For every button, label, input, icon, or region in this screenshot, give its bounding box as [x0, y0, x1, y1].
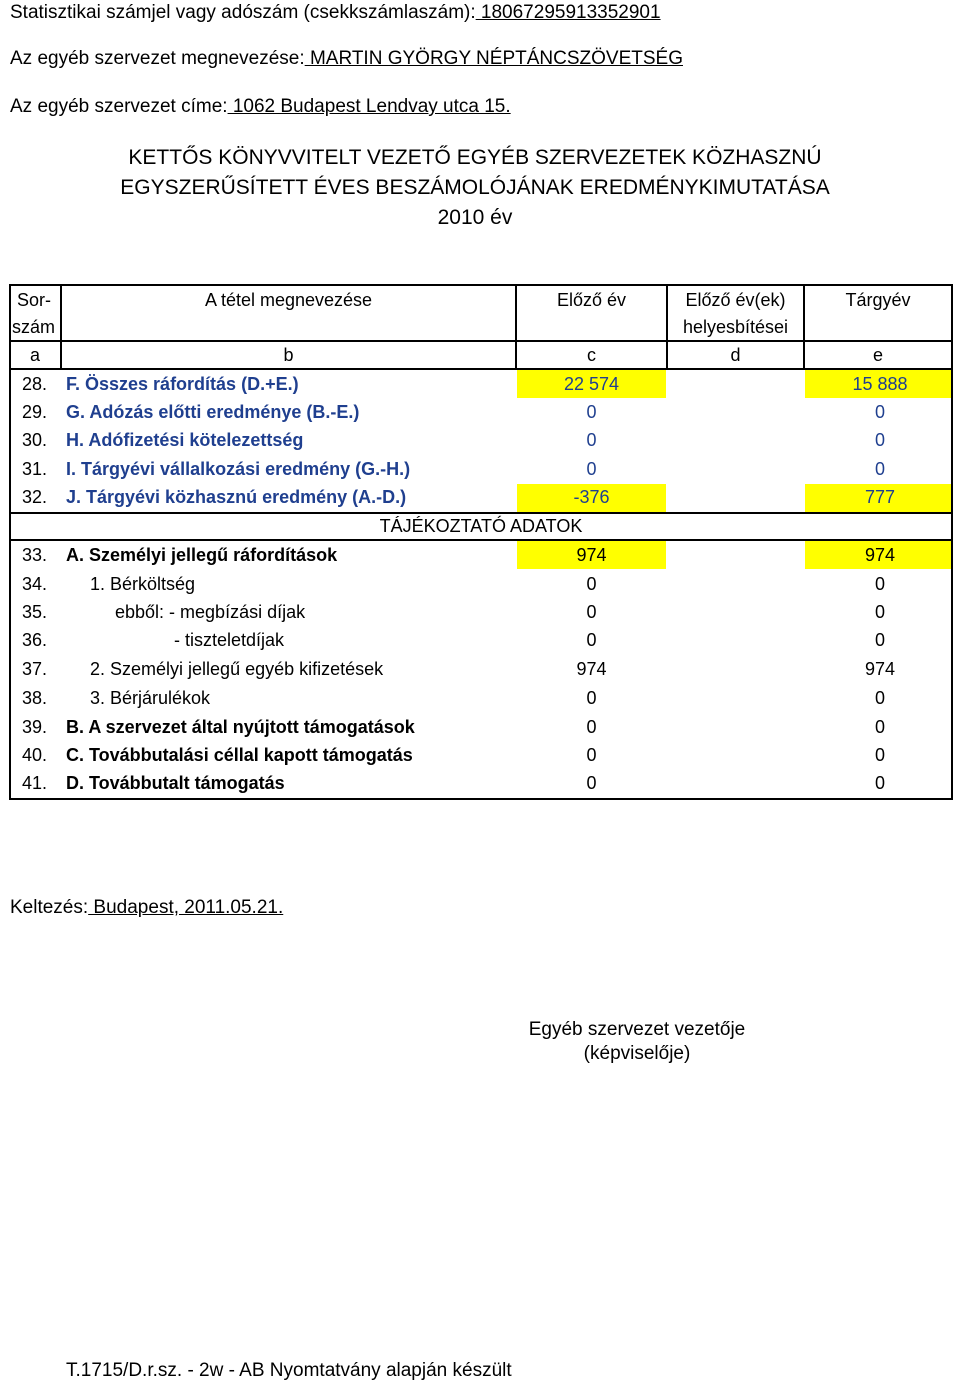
date-label: Keltezés: [10, 897, 89, 918]
row-curr-value: 0 [874, 574, 885, 594]
org-address-line [10, 96, 511, 118]
col-letter-e: e [872, 345, 883, 365]
row-number: 39. [22, 717, 48, 737]
row-prev-value: 0 [586, 459, 597, 479]
row-label: I. Tárgyévi vállalkozási eredmény (G.-H.) [66, 459, 411, 479]
row-label: C. Továbbutalási céllal kapott támogatás [66, 745, 413, 765]
org-address-value: 1062 Budapest Lendvay utca 15. [227, 96, 511, 117]
letters-divider [9, 368, 953, 370]
stat-number-value: 18067295913352901 [475, 2, 661, 23]
col-header-elozo-ek: Előző év(ek) [685, 290, 786, 310]
row-label: G. Adózás előtti eredménye (B.-E.) [66, 402, 360, 422]
row-label: 2. Személyi jellegű egyéb kifizetések [90, 659, 384, 679]
form-note: T.1715/D.r.sz. - 2w - AB Nyomtatvány alapján készült [66, 1360, 512, 1381]
row-label: B. A szervezet által nyújtott támogatások [66, 717, 415, 737]
row-prev-value: 0 [586, 773, 597, 793]
row-label: 1. Bérköltség [90, 574, 196, 594]
row-curr-value: 0 [874, 630, 885, 650]
row-curr-value: 0 [874, 459, 885, 479]
row-prev-value: 0 [586, 602, 597, 622]
row-curr-value: 15 888 [852, 374, 908, 394]
row-number: 28. [22, 374, 48, 394]
row-prev-value: 974 [576, 545, 607, 565]
row-number: 31. [22, 459, 48, 479]
report-title-line2: EGYSZERŰSÍTETT ÉVES BESZÁMOLÓJÁNAK EREDMÉNYKIMUTATÁSA [120, 176, 830, 199]
row-number: 38. [22, 688, 48, 708]
row-prev-value: 0 [586, 574, 597, 594]
org-name-label: Az egyéb szervezet megnevezése: [10, 48, 305, 69]
row-curr-value: 974 [864, 545, 896, 565]
col-header-helyesbitesei: helyesbítései [682, 317, 789, 337]
col-header-tetel: A tétel megnevezése [204, 290, 373, 310]
row-label: 3. Bérjárulékok [90, 688, 211, 708]
col-letter-c: c [587, 345, 596, 365]
org-name-value: MARTIN GYÖRGY NÉPTÁNCSZÖVETSÉG [304, 48, 683, 69]
row-prev-value: 0 [586, 430, 597, 450]
row-prev-value: 0 [586, 745, 597, 765]
row-curr-value: 0 [874, 402, 885, 422]
report-year: 2010 év [437, 206, 513, 229]
col-header-elozo: Előző év [556, 290, 627, 310]
col-letter-a: a [30, 345, 41, 365]
org-address-label: Az egyéb szervezet címe: [10, 96, 228, 117]
report-title-line1: KETTŐS KÖNYVVITELT VEZETŐ EGYÉB SZERVEZETEK KÖZHASZNÚ [128, 146, 822, 169]
row-number: 35. [22, 602, 48, 622]
stat-number-label: Statisztikai számjel vagy adószám (csekkszámlaszám): [10, 2, 476, 23]
row-label: F. Összes ráfordítás (D.+E.) [66, 374, 299, 394]
row-curr-value: 0 [874, 688, 885, 708]
col-header-szam: szám [12, 317, 56, 337]
row-curr-value: 0 [874, 602, 885, 622]
row-number: 29. [22, 402, 48, 422]
row-prev-value: 0 [586, 402, 597, 422]
section-title: TÁJÉKOZTATÓ ADATOK [379, 516, 583, 536]
row-label: H. Adófizetési kötelezettség [66, 430, 304, 450]
row-prev-value: 974 [576, 659, 607, 679]
row-curr-value: 0 [874, 773, 885, 793]
row-prev-value: 22 574 [563, 374, 620, 394]
row-label: ebből: - megbízási díjak [115, 602, 306, 622]
col-letter-b: b [283, 345, 294, 365]
signature-subtitle: (képviselője) [583, 1043, 691, 1064]
row-label: D. Továbbutalt támogatás [66, 773, 285, 793]
row-curr-value: 0 [874, 430, 885, 450]
row-number: 36. [22, 630, 48, 650]
org-name-line [10, 48, 683, 70]
section-divider-bottom [9, 539, 953, 541]
date-line [10, 897, 283, 919]
col-header-targyev: Tárgyév [845, 290, 911, 310]
row-number: 40. [22, 745, 48, 765]
stat-number-line [10, 2, 661, 24]
col-letter-d: d [730, 345, 741, 365]
row-label: J. Tárgyévi közhasznú eredmény (A.-D.) [66, 487, 407, 507]
row-prev-value: 0 [586, 630, 597, 650]
row-prev-value: 0 [586, 688, 597, 708]
row-curr-value: 777 [864, 487, 896, 507]
row-curr-value: 0 [874, 717, 885, 737]
row-number: 33. [22, 545, 48, 565]
row-number: 30. [22, 430, 48, 450]
row-number: 37. [22, 659, 48, 679]
row-curr-value: 974 [864, 659, 896, 679]
row-prev-value: -376 [573, 487, 610, 507]
date-value: Budapest, 2011.05.21. [88, 897, 284, 918]
row-number: 41. [22, 773, 48, 793]
row-label: A. Személyi jellegű ráfordítások [66, 545, 338, 565]
row-number: 32. [22, 487, 48, 507]
row-curr-value: 0 [874, 745, 885, 765]
row-label: - tiszteletdíjak [174, 630, 285, 650]
col-header-sor: Sor- [17, 290, 52, 310]
row-prev-value: 0 [586, 717, 597, 737]
row-number: 34. [22, 574, 48, 594]
signature-title: Egyéb szervezet vezetője [528, 1019, 746, 1040]
